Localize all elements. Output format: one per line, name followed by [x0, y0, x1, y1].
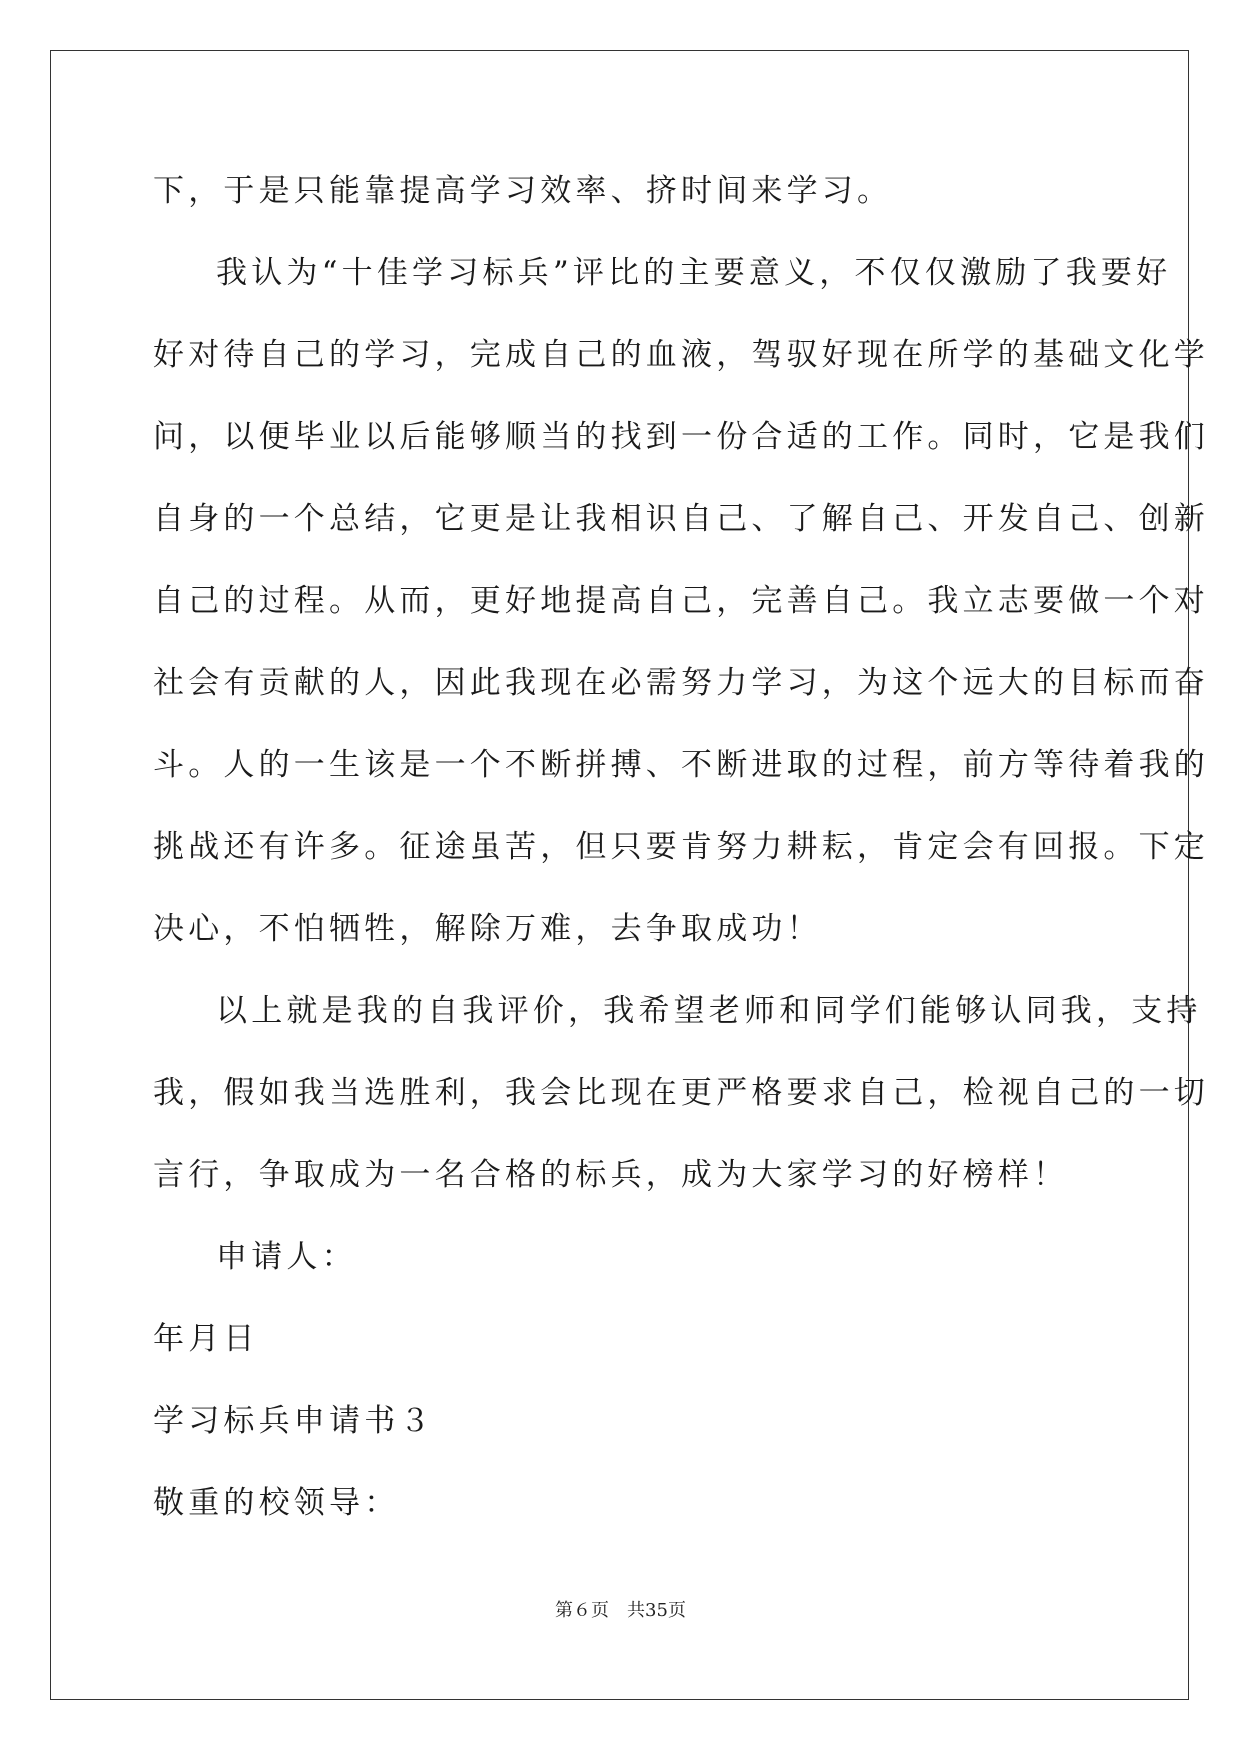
- text-line: 下，于是只能靠提高学习效率、挤时间来学习。: [153, 173, 893, 209]
- document-body: [153, 166, 1209, 1560]
- applicant-label: 申请人：: [216, 1239, 357, 1275]
- text-line: 好对待自己的学习，完成自己的血液，驾驭好现在所学的基础文化学: [153, 337, 1209, 373]
- text-line: 自身的一个总结，它更是让我相识自己、了解自己、开发自己、创新: [153, 501, 1209, 537]
- salutation: 敬重的校领导：: [153, 1485, 400, 1521]
- text-line: 斗。人的一生该是一个不断拼搏、不断进取的过程，前方等待着我的: [153, 747, 1209, 783]
- page-number: 第６页 共35页: [555, 1600, 686, 1621]
- text-line: 社会有贡献的人，因此我现在必需努力学习，为这个远大的目标而奋: [153, 665, 1209, 701]
- paragraph-start-line: 以上就是我的自我评价，我希望老师和同学们能够认同我，支持: [216, 993, 1202, 1029]
- text-line: 挑战还有许多。征途虽苦，但只要肯努力耕耘，肯定会有回报。下定: [153, 829, 1209, 865]
- date-line: 年月日: [153, 1321, 259, 1357]
- text-line: 我，假如我当选胜利，我会比现在更严格要求自己，检视自己的一切: [153, 1075, 1209, 1111]
- text-line: 自己的过程。从而，更好地提高自己，完善自己。我立志要做一个对: [153, 583, 1209, 619]
- text-line: 问，以便毕业以后能够顺当的找到一份合适的工作。同时，它是我们: [153, 419, 1209, 455]
- section-title: 学习标兵申请书３: [153, 1403, 435, 1439]
- text-line: 言行，争取成为一名合格的标兵，成为大家学习的好榜样！: [153, 1157, 1069, 1193]
- paragraph-start-line: 我认为“十佳学习标兵”评比的主要意义，不仅仅激励了我要好: [216, 255, 1172, 291]
- text-line: 决心，不怕牺牲，解除万难，去争取成功！: [153, 911, 822, 947]
